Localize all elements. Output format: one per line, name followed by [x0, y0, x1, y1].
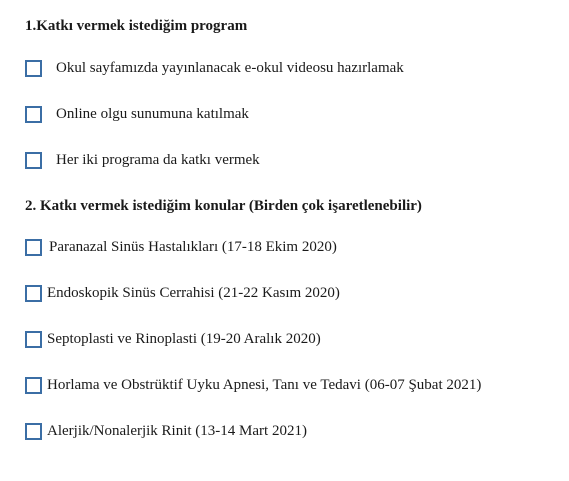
checkbox-topic-septoplasty[interactable]: [25, 331, 42, 348]
option-both-programs-label: Her iki programa da katkı vermek: [56, 152, 260, 168]
checkbox-video[interactable]: [25, 60, 42, 77]
option-case-presentation[interactable]: [25, 106, 249, 123]
option-topic-septoplasty-label: Septoplasti ve Rinoplasti (19-20 Aralık 2020): [47, 331, 321, 347]
option-case-presentation-label: Online olgu sunumuna katılmak: [56, 106, 249, 122]
checkbox-case-presentation[interactable]: [25, 106, 42, 123]
section1-heading: 1.Katkı vermek istediğim program: [25, 18, 248, 34]
checkbox-topic-endoscopic[interactable]: [25, 285, 42, 302]
section2-heading: 2. Katkı vermek istediğim konular (Birden çok işaretlenebilir): [25, 198, 422, 214]
checkbox-topic-paranasal[interactable]: [25, 239, 42, 256]
option-topic-rhinitis[interactable]: [25, 423, 307, 440]
option-topic-endoscopic-label: Endoskopik Sinüs Cerrahisi (21-22 Kasım 2020): [47, 285, 340, 301]
option-topic-sleep-apnea[interactable]: [25, 377, 481, 394]
option-video[interactable]: [25, 60, 404, 77]
option-topic-paranasal-label: Paranazal Sinüs Hastalıkları (17-18 Ekim 2020): [49, 239, 337, 255]
option-topic-endoscopic[interactable]: [25, 285, 340, 302]
option-topic-sleep-apnea-label: Horlama ve Obstrüktif Uyku Apnesi, Tanı ve Tedavi (06-07 Şubat 2021): [47, 377, 482, 393]
checkbox-topic-rhinitis[interactable]: [25, 423, 42, 440]
option-video-label: Okul sayfamızda yayınlanacak e-okul videosu hazırlamak: [56, 60, 404, 76]
option-both-programs[interactable]: [25, 152, 260, 169]
option-topic-septoplasty[interactable]: [25, 331, 321, 348]
checkbox-both-programs[interactable]: [25, 152, 42, 169]
checkbox-topic-sleep-apnea[interactable]: [25, 377, 42, 394]
option-topic-rhinitis-label: Alerjik/Nonalerjik Rinit (13-14 Mart 2021): [47, 423, 307, 439]
option-topic-paranasal[interactable]: [25, 239, 337, 256]
